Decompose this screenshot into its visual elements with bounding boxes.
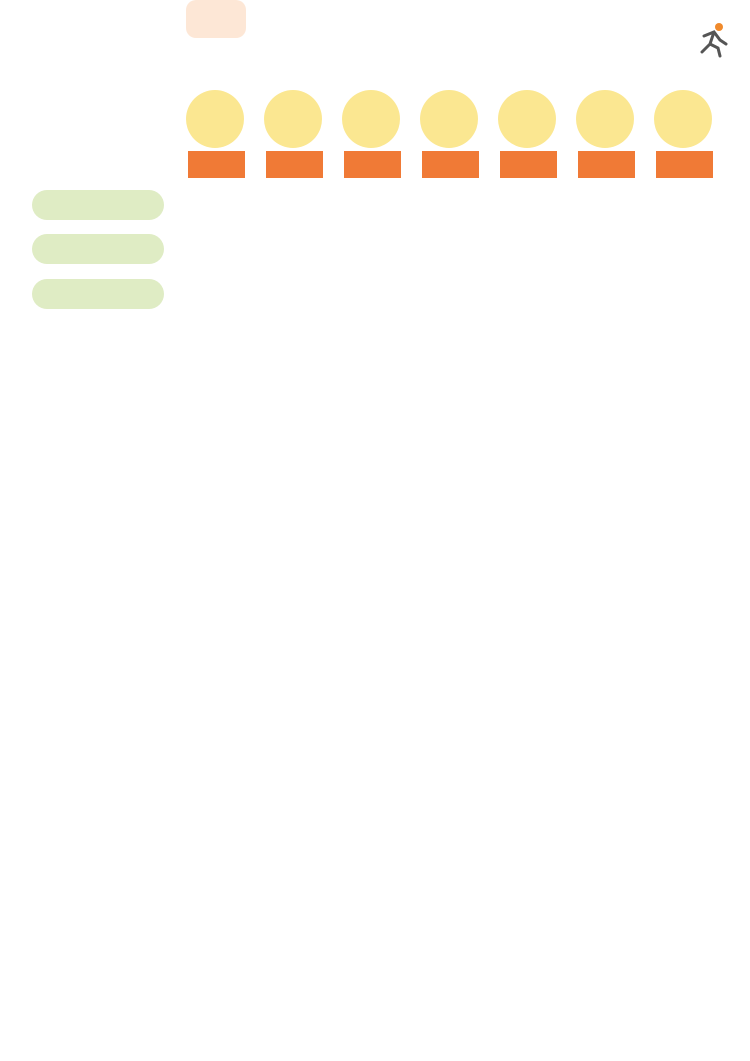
slot-doctor — [186, 0, 246, 38]
weekday-header-wed — [342, 90, 400, 148]
weekday-header-tue — [264, 90, 322, 148]
clinic-logo — [574, 16, 734, 70]
weekday-header-fri — [498, 90, 556, 148]
session-label — [32, 234, 164, 264]
date-3 — [344, 151, 401, 178]
weekday-header-sat — [576, 90, 634, 148]
date-6 — [578, 151, 635, 178]
date-4 — [422, 151, 479, 178]
session-label — [32, 279, 164, 309]
date-5 — [500, 151, 557, 178]
weekday-header-sun — [654, 90, 712, 148]
weekday-header-thu — [420, 90, 478, 148]
date-2 — [266, 151, 323, 178]
date-1 — [188, 151, 245, 178]
running-figure-icon — [698, 22, 728, 58]
date-7 — [656, 151, 713, 178]
weekday-header-mon — [186, 90, 244, 148]
session-label — [32, 190, 164, 220]
